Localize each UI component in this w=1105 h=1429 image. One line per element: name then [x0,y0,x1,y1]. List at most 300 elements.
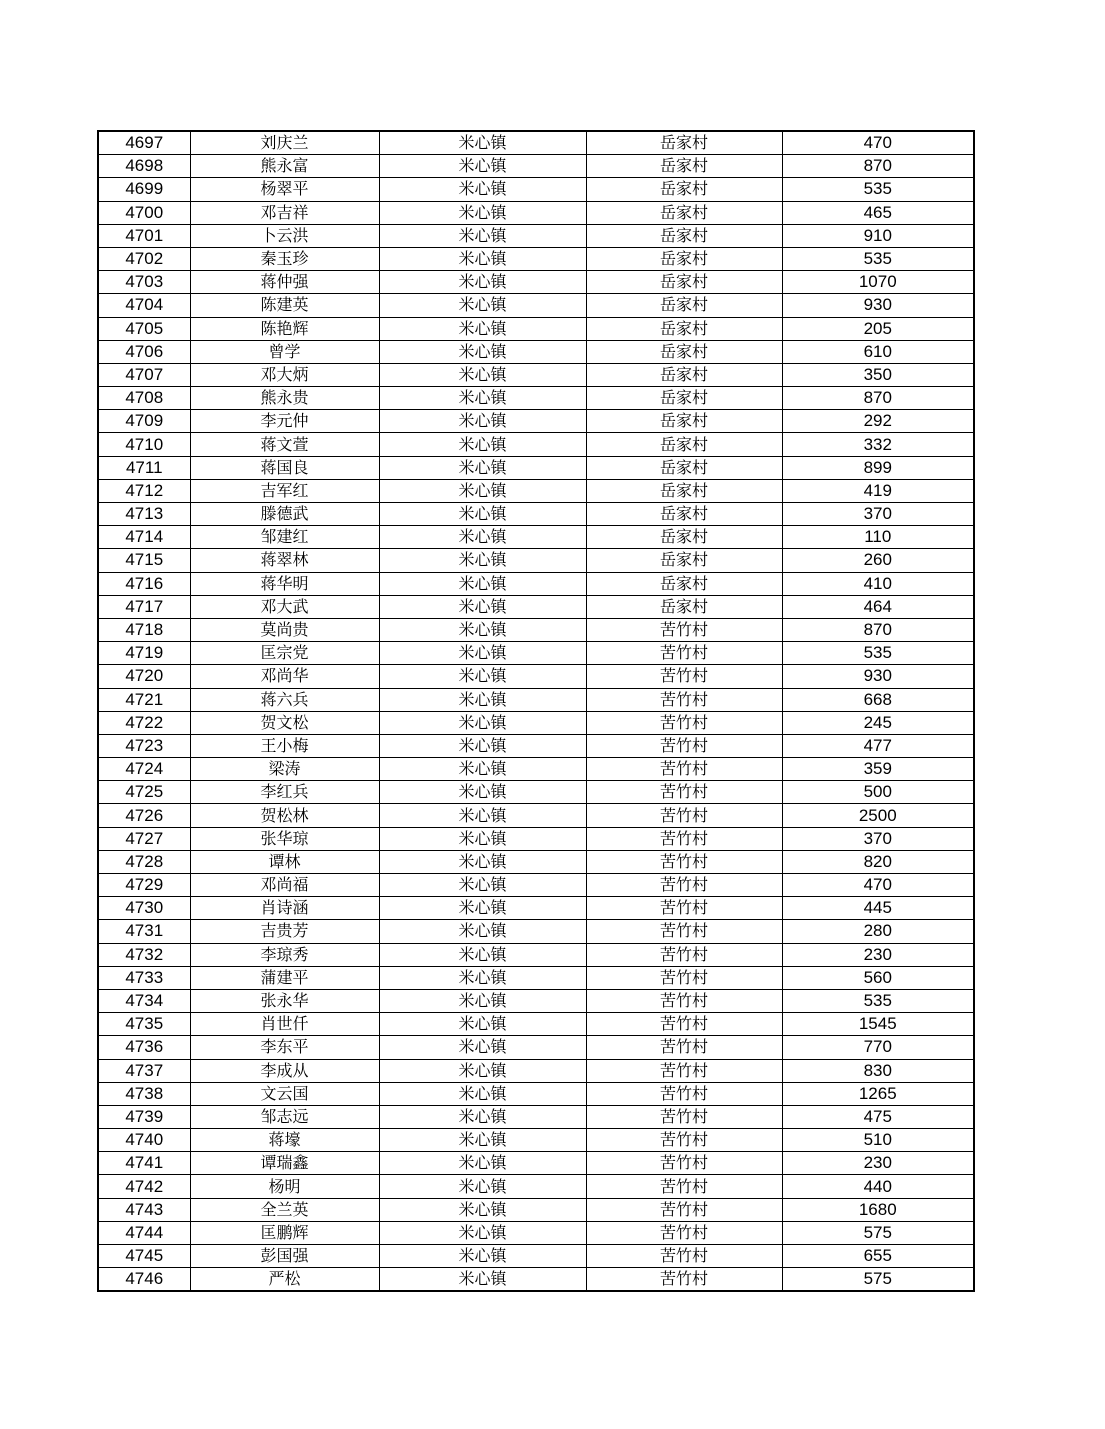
town-cell: 米心镇 [379,897,586,920]
name-cell: 邓吉祥 [190,201,379,224]
village-cell: 苦竹村 [586,850,782,873]
amount-cell: 2500 [782,804,974,827]
amount-cell: 370 [782,827,974,850]
village-cell: 苦竹村 [586,943,782,966]
amount-cell: 930 [782,294,974,317]
village-cell: 苦竹村 [586,1036,782,1059]
table-row [98,618,974,641]
village-cell: 岳家村 [586,271,782,294]
table-row [98,989,974,1012]
name-cell: 张永华 [190,989,379,1012]
village-cell: 岳家村 [586,224,782,247]
name-cell: 吉军红 [190,479,379,502]
table-row [98,642,974,665]
table-row [98,1105,974,1128]
row-number-cell: 4738 [98,1082,190,1105]
town-cell: 米心镇 [379,711,586,734]
village-cell: 岳家村 [586,433,782,456]
row-number-cell: 4700 [98,201,190,224]
village-cell: 岳家村 [586,363,782,386]
town-cell: 米心镇 [379,1036,586,1059]
name-cell: 杨明 [190,1175,379,1198]
row-number-cell: 4725 [98,781,190,804]
amount-cell: 477 [782,734,974,757]
name-cell: 梁涛 [190,758,379,781]
amount-cell: 668 [782,688,974,711]
row-number-cell: 4703 [98,271,190,294]
name-cell: 李琼秀 [190,943,379,966]
village-cell: 岳家村 [586,526,782,549]
village-cell: 苦竹村 [586,688,782,711]
village-cell: 苦竹村 [586,1268,782,1292]
town-cell: 米心镇 [379,1013,586,1036]
village-cell: 岳家村 [586,572,782,595]
town-cell: 米心镇 [379,665,586,688]
table-row [98,549,974,572]
table-row [98,734,974,757]
row-number-cell: 4746 [98,1268,190,1292]
amount-cell: 1070 [782,271,974,294]
town-cell: 米心镇 [379,155,586,178]
name-cell: 邓尚福 [190,874,379,897]
town-cell: 米心镇 [379,1105,586,1128]
table-row [98,1198,974,1221]
amount-cell: 575 [782,1268,974,1292]
village-cell: 苦竹村 [586,1105,782,1128]
town-cell: 米心镇 [379,688,586,711]
town-cell: 米心镇 [379,874,586,897]
table-row [98,433,974,456]
town-cell: 米心镇 [379,387,586,410]
table-row [98,479,974,502]
amount-cell: 655 [782,1245,974,1268]
town-cell: 米心镇 [379,804,586,827]
name-cell: 邓大炳 [190,363,379,386]
amount-cell: 930 [782,665,974,688]
table-row [98,966,974,989]
amount-cell: 610 [782,340,974,363]
row-number-cell: 4723 [98,734,190,757]
name-cell: 匡宗党 [190,642,379,665]
row-number-cell: 4713 [98,503,190,526]
row-number-cell: 4724 [98,758,190,781]
town-cell: 米心镇 [379,317,586,340]
town-cell: 米心镇 [379,966,586,989]
table-row [98,271,974,294]
row-number-cell: 4697 [98,131,190,155]
town-cell: 米心镇 [379,503,586,526]
table-row [98,1082,974,1105]
table-row [98,1059,974,1082]
town-cell: 米心镇 [379,618,586,641]
village-cell: 岳家村 [586,247,782,270]
town-cell: 米心镇 [379,1221,586,1244]
name-cell: 邓大武 [190,595,379,618]
name-cell: 曾学 [190,340,379,363]
name-cell: 莫尚贵 [190,618,379,641]
name-cell: 贺文松 [190,711,379,734]
row-number-cell: 4710 [98,433,190,456]
amount-cell: 535 [782,989,974,1012]
table-row [98,711,974,734]
row-number-cell: 4734 [98,989,190,1012]
row-number-cell: 4731 [98,920,190,943]
table-row [98,1175,974,1198]
town-cell: 米心镇 [379,294,586,317]
village-cell: 苦竹村 [586,665,782,688]
name-cell: 彭国强 [190,1245,379,1268]
town-cell: 米心镇 [379,1082,586,1105]
village-cell: 苦竹村 [586,989,782,1012]
row-number-cell: 4740 [98,1129,190,1152]
village-cell: 岳家村 [586,294,782,317]
name-cell: 严松 [190,1268,379,1292]
town-cell: 米心镇 [379,456,586,479]
village-cell: 苦竹村 [586,897,782,920]
village-cell: 岳家村 [586,201,782,224]
name-cell: 蒋文萱 [190,433,379,456]
village-cell: 岳家村 [586,479,782,502]
name-cell: 邹志远 [190,1105,379,1128]
town-cell: 米心镇 [379,1175,586,1198]
row-number-cell: 4708 [98,387,190,410]
row-number-cell: 4721 [98,688,190,711]
amount-cell: 205 [782,317,974,340]
town-cell: 米心镇 [379,758,586,781]
row-number-cell: 4711 [98,456,190,479]
amount-cell: 440 [782,1175,974,1198]
town-cell: 米心镇 [379,224,586,247]
village-cell: 苦竹村 [586,642,782,665]
town-cell: 米心镇 [379,595,586,618]
row-number-cell: 4716 [98,572,190,595]
village-cell: 苦竹村 [586,1175,782,1198]
name-cell: 李元仲 [190,410,379,433]
town-cell: 米心镇 [379,363,586,386]
village-cell: 苦竹村 [586,920,782,943]
table-row [98,758,974,781]
table-row [98,387,974,410]
town-cell: 米心镇 [379,943,586,966]
town-cell: 米心镇 [379,1059,586,1082]
village-cell: 苦竹村 [586,618,782,641]
amount-cell: 560 [782,966,974,989]
amount-cell: 1265 [782,1082,974,1105]
amount-cell: 110 [782,526,974,549]
table-row [98,1221,974,1244]
row-number-cell: 4732 [98,943,190,966]
village-cell: 岳家村 [586,178,782,201]
name-cell: 肖诗涵 [190,897,379,920]
row-number-cell: 4712 [98,479,190,502]
village-cell: 苦竹村 [586,1082,782,1105]
amount-cell: 260 [782,549,974,572]
table-row [98,1129,974,1152]
table-row [98,1245,974,1268]
village-cell: 苦竹村 [586,1013,782,1036]
amount-cell: 470 [782,874,974,897]
town-cell: 米心镇 [379,1152,586,1175]
town-cell: 米心镇 [379,178,586,201]
table-row [98,804,974,827]
name-cell: 刘庆兰 [190,131,379,155]
town-cell: 米心镇 [379,850,586,873]
amount-cell: 1545 [782,1013,974,1036]
name-cell: 蒋仲强 [190,271,379,294]
table-row [98,317,974,340]
row-number-cell: 4727 [98,827,190,850]
row-number-cell: 4742 [98,1175,190,1198]
table-row [98,201,974,224]
town-cell: 米心镇 [379,572,586,595]
town-cell: 米心镇 [379,131,586,155]
name-cell: 邓尚华 [190,665,379,688]
table-row [98,1152,974,1175]
row-number-cell: 4745 [98,1245,190,1268]
amount-cell: 870 [782,387,974,410]
name-cell: 蒋壕 [190,1129,379,1152]
amount-cell: 359 [782,758,974,781]
name-cell: 秦玉珍 [190,247,379,270]
data-sheet [97,130,973,1292]
town-cell: 米心镇 [379,247,586,270]
village-cell: 苦竹村 [586,711,782,734]
amount-cell: 899 [782,456,974,479]
amount-cell: 870 [782,155,974,178]
row-number-cell: 4704 [98,294,190,317]
village-cell: 岳家村 [586,387,782,410]
table-row [98,897,974,920]
village-cell: 苦竹村 [586,1245,782,1268]
records-table [97,130,975,1292]
row-number-cell: 4736 [98,1036,190,1059]
village-cell: 苦竹村 [586,1129,782,1152]
village-cell: 岳家村 [586,340,782,363]
table-row [98,781,974,804]
table-row [98,572,974,595]
town-cell: 米心镇 [379,642,586,665]
table-row [98,131,974,155]
town-cell: 米心镇 [379,827,586,850]
table-row [98,178,974,201]
town-cell: 米心镇 [379,1268,586,1292]
table-row [98,688,974,711]
row-number-cell: 4719 [98,642,190,665]
row-number-cell: 4733 [98,966,190,989]
village-cell: 苦竹村 [586,1059,782,1082]
village-cell: 岳家村 [586,155,782,178]
table-row [98,665,974,688]
row-number-cell: 4706 [98,340,190,363]
amount-cell: 410 [782,572,974,595]
village-cell: 岳家村 [586,549,782,572]
amount-cell: 292 [782,410,974,433]
row-number-cell: 4728 [98,850,190,873]
table-row [98,595,974,618]
village-cell: 苦竹村 [586,734,782,757]
name-cell: 肖世仟 [190,1013,379,1036]
village-cell: 岳家村 [586,317,782,340]
table-row [98,1268,974,1292]
row-number-cell: 4698 [98,155,190,178]
amount-cell: 464 [782,595,974,618]
name-cell: 吉贵芳 [190,920,379,943]
name-cell: 陈艳辉 [190,317,379,340]
table-row [98,247,974,270]
town-cell: 米心镇 [379,433,586,456]
row-number-cell: 4715 [98,549,190,572]
name-cell: 熊永贵 [190,387,379,410]
village-cell: 岳家村 [586,503,782,526]
name-cell: 文云国 [190,1082,379,1105]
name-cell: 蒋国良 [190,456,379,479]
table-row [98,874,974,897]
town-cell: 米心镇 [379,781,586,804]
table-row [98,850,974,873]
town-cell: 米心镇 [379,479,586,502]
amount-cell: 535 [782,247,974,270]
name-cell: 杨翠平 [190,178,379,201]
row-number-cell: 4726 [98,804,190,827]
village-cell: 岳家村 [586,456,782,479]
table-row [98,224,974,247]
name-cell: 贺松林 [190,804,379,827]
amount-cell: 470 [782,131,974,155]
table-row [98,526,974,549]
village-cell: 苦竹村 [586,781,782,804]
town-cell: 米心镇 [379,410,586,433]
name-cell: 邹建红 [190,526,379,549]
village-cell: 苦竹村 [586,1221,782,1244]
amount-cell: 230 [782,943,974,966]
table-row [98,503,974,526]
name-cell: 匡鹏辉 [190,1221,379,1244]
amount-cell: 370 [782,503,974,526]
village-cell: 苦竹村 [586,827,782,850]
town-cell: 米心镇 [379,1129,586,1152]
amount-cell: 475 [782,1105,974,1128]
name-cell: 王小梅 [190,734,379,757]
row-number-cell: 4714 [98,526,190,549]
village-cell: 苦竹村 [586,1152,782,1175]
amount-cell: 575 [782,1221,974,1244]
name-cell: 卜云洪 [190,224,379,247]
town-cell: 米心镇 [379,989,586,1012]
row-number-cell: 4705 [98,317,190,340]
amount-cell: 535 [782,642,974,665]
name-cell: 李成从 [190,1059,379,1082]
amount-cell: 510 [782,1129,974,1152]
town-cell: 米心镇 [379,1245,586,1268]
table-row [98,1013,974,1036]
table-row [98,1036,974,1059]
row-number-cell: 4699 [98,178,190,201]
village-cell: 苦竹村 [586,1198,782,1221]
town-cell: 米心镇 [379,340,586,363]
table-row [98,827,974,850]
table-row [98,410,974,433]
village-cell: 岳家村 [586,410,782,433]
name-cell: 张华琼 [190,827,379,850]
town-cell: 米心镇 [379,201,586,224]
row-number-cell: 4707 [98,363,190,386]
row-number-cell: 4709 [98,410,190,433]
village-cell: 苦竹村 [586,966,782,989]
table-row [98,294,974,317]
village-cell: 苦竹村 [586,874,782,897]
town-cell: 米心镇 [379,1198,586,1221]
row-number-cell: 4730 [98,897,190,920]
town-cell: 米心镇 [379,920,586,943]
name-cell: 谭瑞鑫 [190,1152,379,1175]
row-number-cell: 4702 [98,247,190,270]
name-cell: 蒋六兵 [190,688,379,711]
village-cell: 岳家村 [586,595,782,618]
table-row [98,363,974,386]
village-cell: 岳家村 [586,131,782,155]
amount-cell: 445 [782,897,974,920]
row-number-cell: 4739 [98,1105,190,1128]
row-number-cell: 4722 [98,711,190,734]
row-number-cell: 4729 [98,874,190,897]
name-cell: 蒋华明 [190,572,379,595]
row-number-cell: 4741 [98,1152,190,1175]
town-cell: 米心镇 [379,526,586,549]
row-number-cell: 4701 [98,224,190,247]
amount-cell: 419 [782,479,974,502]
amount-cell: 870 [782,618,974,641]
name-cell: 全兰英 [190,1198,379,1221]
amount-cell: 332 [782,433,974,456]
table-row [98,920,974,943]
row-number-cell: 4735 [98,1013,190,1036]
name-cell: 蒲建平 [190,966,379,989]
amount-cell: 1680 [782,1198,974,1221]
village-cell: 苦竹村 [586,804,782,827]
name-cell: 滕德武 [190,503,379,526]
amount-cell: 830 [782,1059,974,1082]
row-number-cell: 4744 [98,1221,190,1244]
amount-cell: 245 [782,711,974,734]
row-number-cell: 4743 [98,1198,190,1221]
name-cell: 陈建英 [190,294,379,317]
table-row [98,456,974,479]
amount-cell: 535 [782,178,974,201]
row-number-cell: 4720 [98,665,190,688]
amount-cell: 230 [782,1152,974,1175]
table-row [98,155,974,178]
village-cell: 苦竹村 [586,758,782,781]
name-cell: 熊永富 [190,155,379,178]
row-number-cell: 4717 [98,595,190,618]
row-number-cell: 4718 [98,618,190,641]
town-cell: 米心镇 [379,734,586,757]
amount-cell: 465 [782,201,974,224]
row-number-cell: 4737 [98,1059,190,1082]
name-cell: 蒋翠林 [190,549,379,572]
table-row [98,340,974,363]
amount-cell: 770 [782,1036,974,1059]
amount-cell: 280 [782,920,974,943]
amount-cell: 820 [782,850,974,873]
name-cell: 李红兵 [190,781,379,804]
town-cell: 米心镇 [379,549,586,572]
name-cell: 李东平 [190,1036,379,1059]
town-cell: 米心镇 [379,271,586,294]
name-cell: 谭林 [190,850,379,873]
amount-cell: 350 [782,363,974,386]
amount-cell: 500 [782,781,974,804]
